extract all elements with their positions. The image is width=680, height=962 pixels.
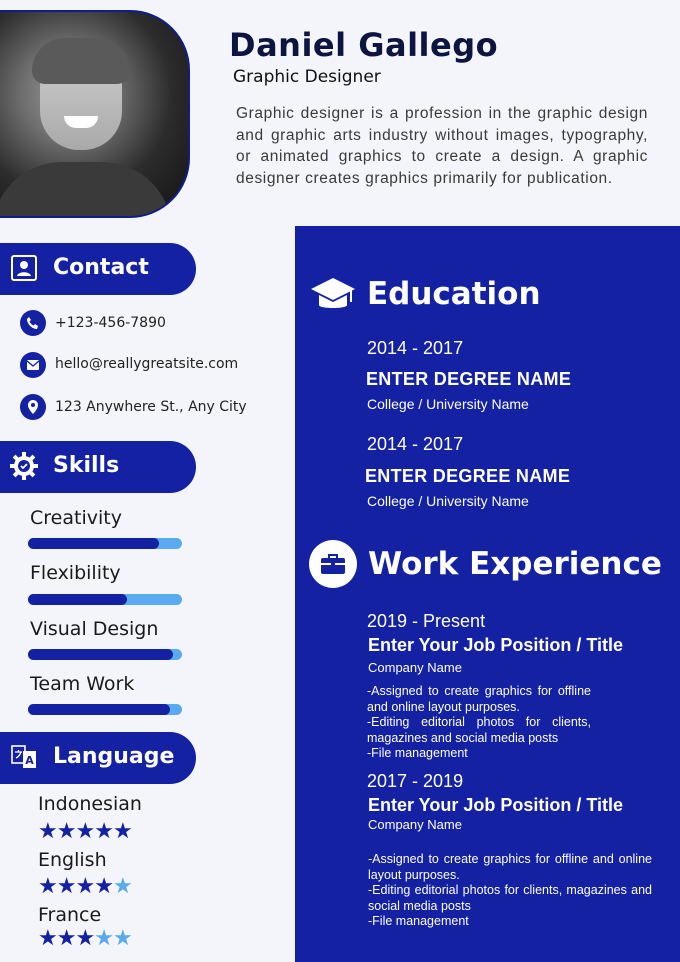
star-filled-icon: ★ [56, 925, 76, 950]
skills-section-header [0, 441, 196, 493]
language-rating [38, 820, 132, 842]
education-years: 2014 - 2017 [367, 434, 464, 454]
star-filled-icon: ★ [56, 873, 76, 898]
person-name: Daniel Gallego [229, 26, 499, 64]
skill-label: Creativity [30, 507, 122, 529]
language-label: English [38, 849, 107, 871]
contact-email: hello@reallygreatsite.com [55, 356, 239, 372]
education-degree: ENTER DEGREE NAME [365, 466, 571, 486]
work-position: Enter Your Job Position / Title [368, 795, 624, 815]
star-empty-icon: ★ [112, 873, 132, 898]
skill-bar [28, 649, 182, 660]
work-company: Company Name [368, 660, 462, 675]
work-description [367, 684, 591, 762]
work-duty: -Editing editorial photos for clients, magazines and social media posts [367, 715, 591, 745]
profile-photo [0, 10, 190, 218]
star-filled-icon: ★ [94, 873, 113, 898]
language-label: Indonesian [38, 793, 142, 815]
star-filled-icon: ★ [94, 818, 113, 843]
star-filled-icon: ★ [112, 818, 132, 843]
profile-summary: Graphic designer is a profession in the graphic design and graphic arts industry without images, typography, or animated graphics to create a design. A graphic designer creates graphics primarily for publication. [236, 105, 648, 187]
language-label: France [38, 904, 102, 926]
work-years: 2017 - 2019 [367, 771, 464, 791]
skills-title: Skills [53, 453, 120, 478]
contact-phone: +123-456-7890 [55, 315, 166, 331]
job-role: Graphic Designer [233, 67, 381, 87]
graduation-cap-icon [309, 276, 357, 321]
gear-icon [9, 451, 39, 481]
star-filled-icon: ★ [75, 818, 95, 843]
work-company: Company Name [368, 817, 462, 832]
work-duty: -Editing editorial photos for clients, magazines and social media posts [368, 883, 652, 913]
briefcase-icon [309, 540, 357, 588]
skill-label: Visual Design [30, 618, 159, 640]
skill-bar [28, 538, 182, 549]
education-school: College / University Name [367, 493, 529, 509]
skill-bar [28, 594, 182, 605]
language-section-header [0, 732, 196, 784]
language-rating [38, 927, 132, 949]
contact-title: Contact [53, 255, 149, 280]
education-degree: ENTER DEGREE NAME [366, 369, 572, 389]
right-panel [295, 226, 680, 962]
work-description [368, 852, 652, 930]
star-filled-icon: ★ [56, 818, 76, 843]
star-empty-icon: ★ [112, 925, 132, 950]
work-duty: -Assigned to create graphics for offline and online layout purposes. [367, 684, 591, 714]
location-icon [20, 394, 46, 420]
contact-address: 123 Anywhere St., Any City [55, 399, 247, 415]
work-years: 2019 - Present [367, 611, 486, 631]
star-filled-icon: ★ [38, 925, 57, 950]
translate-icon [9, 742, 39, 772]
language-title: Language [53, 744, 175, 769]
work-title: Work Experience [368, 546, 662, 582]
education-school: College / University Name [367, 396, 529, 412]
work-position: Enter Your Job Position / Title [368, 635, 624, 655]
star-filled-icon: ★ [38, 818, 57, 843]
language-rating [38, 875, 132, 897]
education-years: 2014 - 2017 [367, 338, 464, 358]
work-duty: -File management [368, 914, 469, 928]
contact-card-icon [9, 253, 39, 283]
contact-section-header [0, 243, 196, 295]
star-filled-icon: ★ [38, 873, 57, 898]
star-empty-icon: ★ [94, 925, 113, 950]
email-icon [20, 352, 46, 378]
education-title: Education [367, 276, 541, 312]
skill-label: Flexibility [30, 562, 121, 584]
svg-text:A: A [25, 754, 34, 767]
skill-bar [28, 704, 182, 715]
phone-icon [20, 310, 46, 336]
skill-label: Team Work [30, 673, 135, 695]
work-duty: -Assigned to create graphics for offline and online layout purposes. [368, 852, 652, 882]
star-filled-icon: ★ [75, 925, 95, 950]
star-filled-icon: ★ [75, 873, 95, 898]
work-duty: -File management [367, 746, 468, 760]
